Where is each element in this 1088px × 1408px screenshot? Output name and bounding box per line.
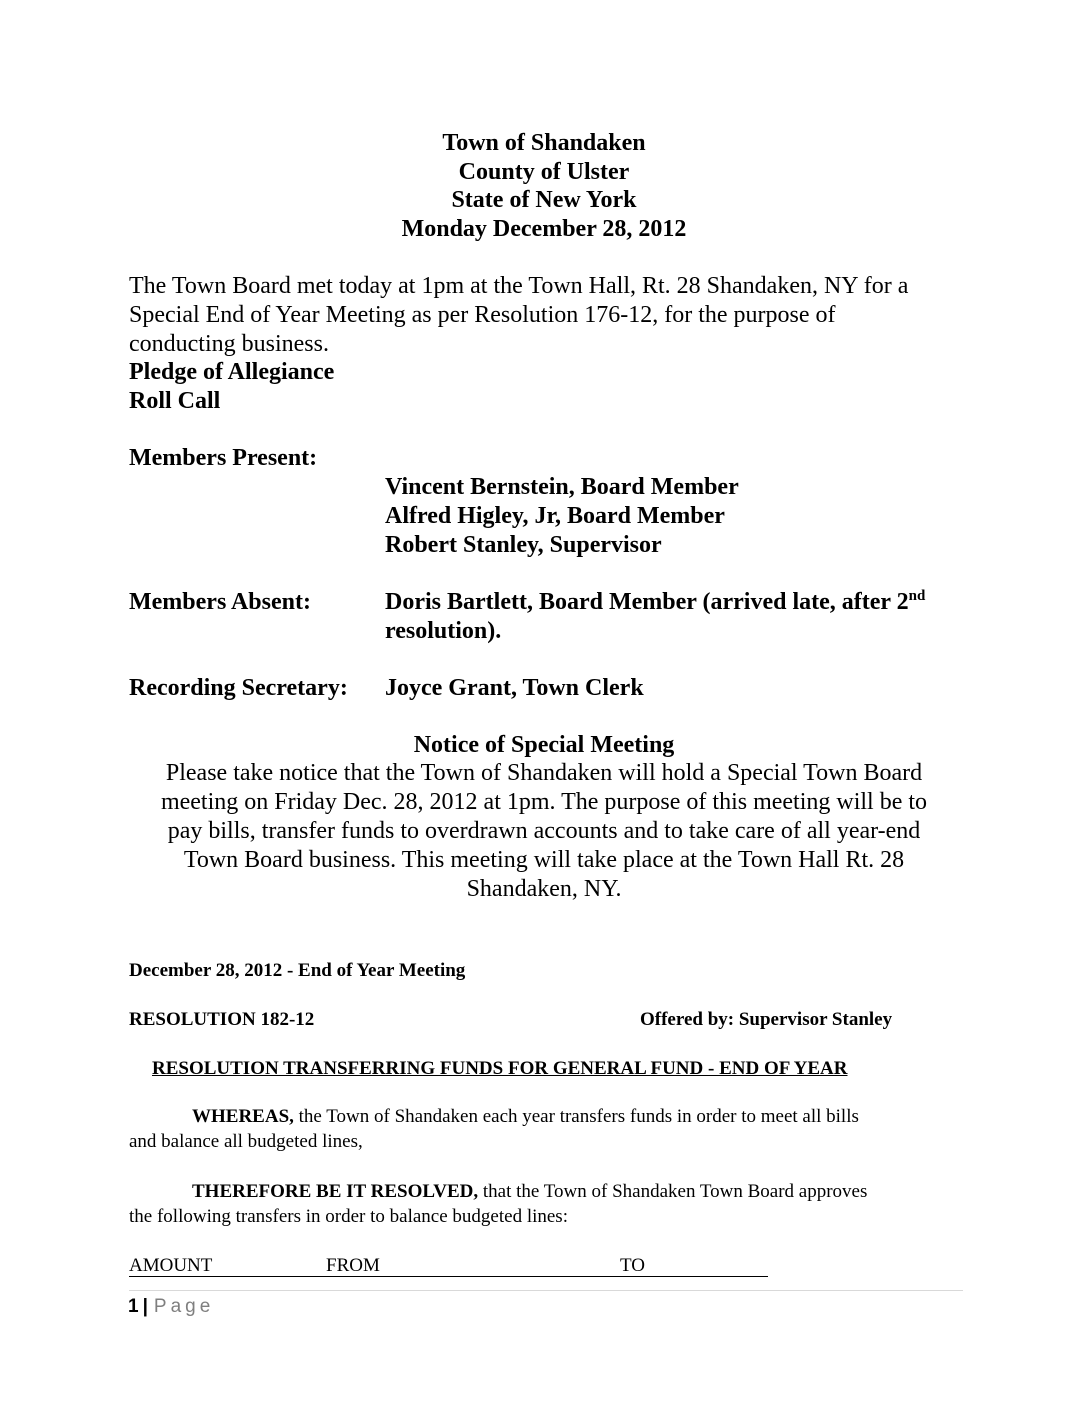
header-county: County of Ulster bbox=[458, 159, 630, 185]
notice-body bbox=[100, 759, 988, 904]
page-number: 1 bbox=[128, 1296, 139, 1317]
intro-paragraph bbox=[129, 272, 969, 359]
member-name: Vincent Bernstein, Board Member bbox=[385, 474, 739, 500]
resolution-title: RESOLUTION TRANSFERRING FUNDS FOR GENERAL FUND - END OF YEAR bbox=[152, 1058, 848, 1079]
footer-divider bbox=[129, 1290, 963, 1291]
notice-line: Town Board business. This meeting will take place at the Town Hall Rt. 28 bbox=[183, 847, 905, 873]
notice-line: meeting on Friday Dec. 28, 2012 at 1pm. The purpose of this meeting will be to bbox=[160, 789, 928, 815]
resolved-line-2: the following transfers in order to balance budgeted lines: bbox=[129, 1206, 568, 1227]
whereas-line-1 bbox=[192, 1105, 859, 1129]
absent-line: Doris Bartlett, Board Member (arrived late, after 2 bbox=[385, 589, 909, 615]
page-label: Page bbox=[153, 1296, 215, 1317]
notice-line: pay bills, transfer funds to overdrawn accounts and to take care of all year-end bbox=[167, 818, 921, 844]
recording-secretary-name: Joyce Grant, Town Clerk bbox=[385, 675, 644, 701]
whereas-line-2: and balance all budgeted lines, bbox=[129, 1131, 363, 1152]
members-absent-entry bbox=[385, 588, 925, 617]
members-present-list bbox=[385, 473, 739, 560]
whereas-text: the Town of Shandaken each year transfers funds in order to meet all bills bbox=[293, 1106, 859, 1127]
member-name: Alfred Higley, Jr, Board Member bbox=[385, 503, 725, 529]
col-header-amount: AMOUNT bbox=[129, 1255, 213, 1276]
roll-call-heading: Roll Call bbox=[129, 388, 221, 414]
meeting-heading: December 28, 2012 - End of Year Meeting bbox=[129, 960, 466, 981]
col-header-to: TO bbox=[620, 1255, 645, 1276]
header-date: Monday December 28, 2012 bbox=[401, 216, 687, 242]
ordinal-suffix: nd bbox=[908, 588, 926, 604]
intro-line: conducting business. bbox=[129, 331, 329, 357]
whereas-lead: WHEREAS, bbox=[192, 1106, 294, 1127]
resolved-lead: THEREFORE BE IT RESOLVED, bbox=[192, 1181, 479, 1202]
notice-line: Please take notice that the Town of Shandaken will hold a Special Town Board bbox=[165, 760, 923, 786]
resolved-line-1 bbox=[192, 1180, 867, 1204]
table-header-underline bbox=[129, 1276, 768, 1277]
resolution-number: RESOLUTION 182-12 bbox=[129, 1009, 315, 1030]
header-state: State of New York bbox=[451, 187, 637, 213]
header-town: Town of Shandaken bbox=[442, 130, 646, 156]
pledge-heading: Pledge of Allegiance bbox=[129, 359, 335, 385]
notice-line: Shandaken, NY. bbox=[466, 876, 622, 902]
members-absent-label: Members Absent: bbox=[129, 589, 311, 615]
recording-secretary-label: Recording Secretary: bbox=[129, 675, 348, 701]
members-present-label: Members Present: bbox=[129, 445, 318, 471]
resolution-offered-by: Offered by: Supervisor Stanley bbox=[640, 1009, 893, 1030]
member-name: Robert Stanley, Supervisor bbox=[385, 532, 662, 558]
intro-line: Special End of Year Meeting as per Resolution 176-12, for the purpose of bbox=[129, 302, 836, 328]
absent-line-2: resolution). bbox=[385, 618, 502, 644]
footer-separator: | bbox=[142, 1296, 148, 1317]
notice-title: Notice of Special Meeting bbox=[413, 732, 675, 758]
page-footer bbox=[128, 1295, 214, 1319]
resolved-text: that the Town of Shandaken Town Board approves bbox=[478, 1181, 868, 1202]
intro-line: The Town Board met today at 1pm at the Town Hall, Rt. 28 Shandaken, NY for a bbox=[129, 273, 909, 299]
col-header-from: FROM bbox=[326, 1255, 380, 1276]
